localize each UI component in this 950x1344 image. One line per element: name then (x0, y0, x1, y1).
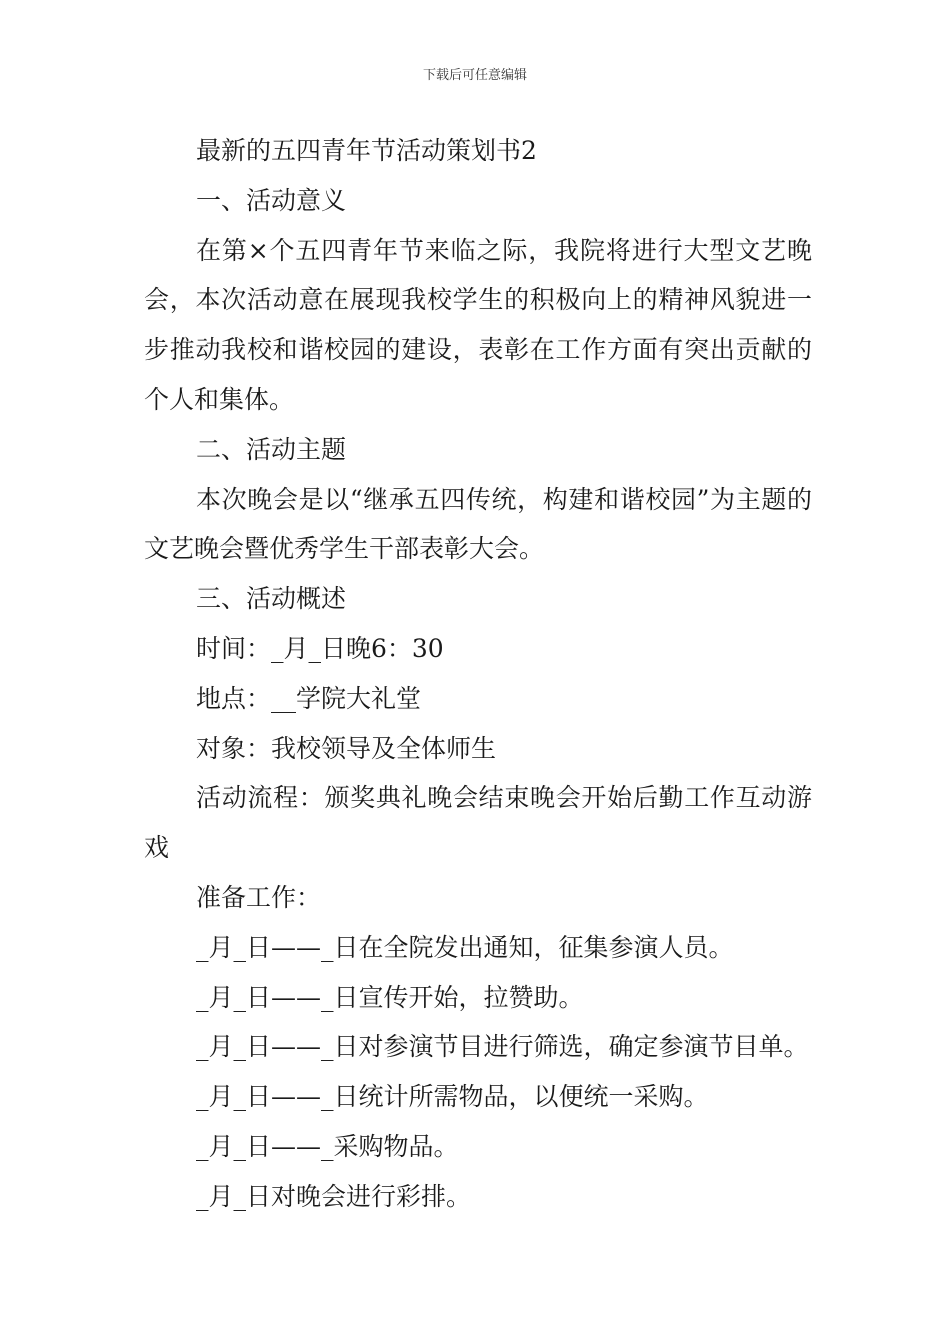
overview-audience: 对象：我校领导及全体师生 (196, 733, 497, 763)
document-body (144, 126, 812, 1222)
prep-item: _月_日——_日统计所需物品，以便统一采购。 (196, 1082, 709, 1112)
header-note: 下载后可任意编辑 (422, 68, 527, 83)
prep-item: _月_日——_日对参演节目进行筛选，确定参演节目单。 (196, 1032, 809, 1062)
prep-item: _月_日——_日宣传开始，拉赞助。 (196, 982, 584, 1012)
section-body-theme: 本次晚会是以“继承五四传统，构建和谐校园”为主题的文艺晚会暨优秀学生干部表彰大会。 (144, 484, 812, 564)
overview-place: 地点：__学院大礼堂 (196, 683, 422, 713)
overview-time: 时间：_月_日晚6：30 (196, 633, 444, 663)
section-heading-overview: 三、活动概述 (196, 584, 347, 614)
prep-item: _月_日对晚会进行彩排。 (196, 1181, 472, 1211)
prep-heading: 准备工作： (196, 882, 322, 912)
overview-flow: 活动流程：颁奖典礼晚会结束晚会开始后勤工作互动游戏 (144, 783, 812, 863)
section-heading-theme: 二、活动主题 (196, 434, 347, 464)
section-heading-significance: 一、活动意义 (196, 185, 347, 215)
document-title: 最新的五四青年节活动策划书2 (196, 136, 537, 165)
prep-item: _月_日——_日在全院发出通知，征集参演人员。 (196, 932, 734, 962)
section-body-significance: 在第×个五四青年节来临之际，我院将进行大型文艺晚会，本次活动意在展现我校学生的积极向上的精神风貌进一步推动我校和谐校园的建设，表彰在工作方面有突出贡献的个人和集体。 (144, 235, 812, 414)
prep-item: _月_日——_采购物品。 (196, 1131, 459, 1161)
